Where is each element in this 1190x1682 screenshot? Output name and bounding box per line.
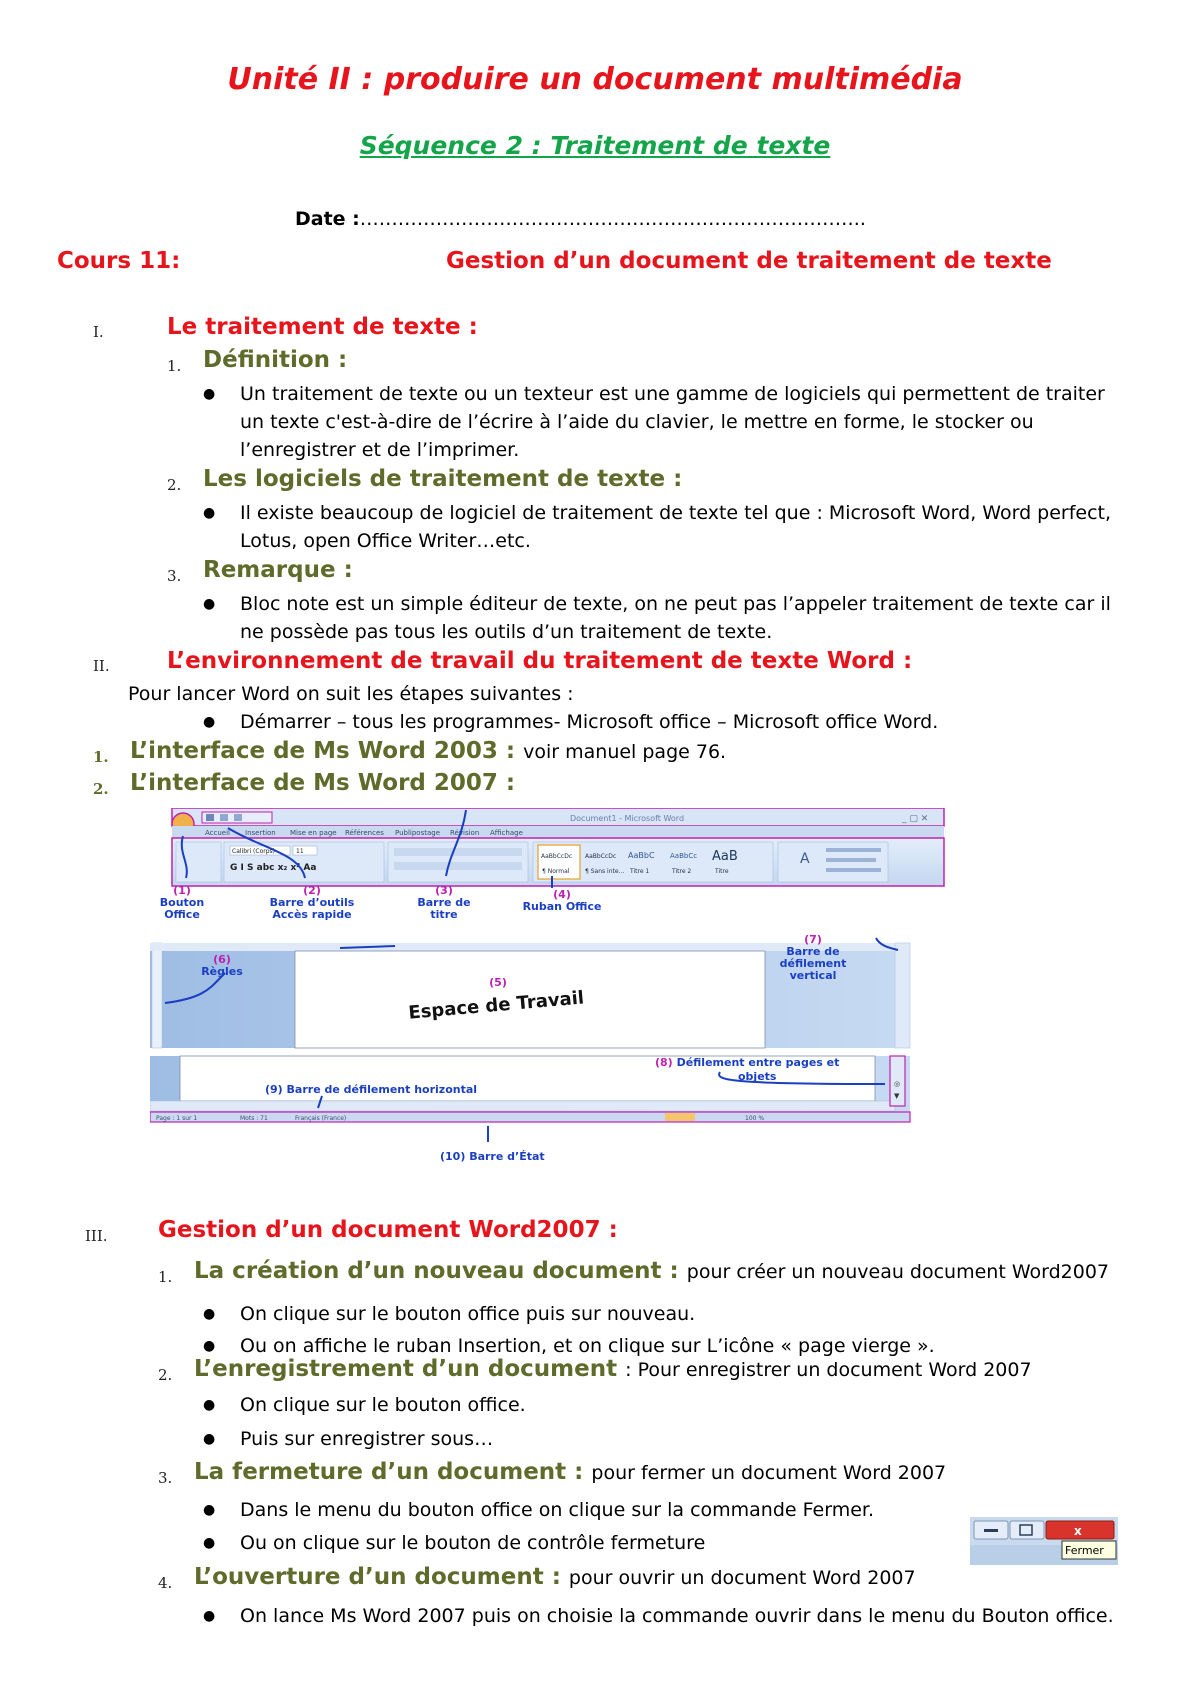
svg-text:titre: titre [430,908,458,921]
svg-text:Révision: Révision [450,829,480,837]
bullet-icon: ● [203,386,216,402]
date-dots: …………………………………………………………………….. [359,208,866,230]
svg-text:(9) Barre de défilement horizo: (9) Barre de défilement horizontal [265,1083,478,1096]
enregistrement-bullet-1: On clique sur le bouton office. [240,1394,526,1416]
svg-text:11: 11 [296,848,304,855]
svg-text:¶ Normal: ¶ Normal [542,868,570,875]
section2-num: II. [93,657,110,675]
section1-sub3-num: 3. [167,567,182,585]
svg-text:(6): (6) [213,953,231,966]
creation-bullet-1: On clique sur le bouton office puis sur nouveau. [240,1303,696,1325]
svg-text:Titre 2: Titre 2 [672,868,692,875]
svg-text:Barre de: Barre de [786,945,840,958]
bullet-icon: ● [203,505,216,521]
section1-sub2-num: 2. [167,476,182,494]
svg-text:(10) Barre d’État: (10) Barre d’État [440,1150,545,1163]
svg-text:Accueil: Accueil [205,829,230,837]
svg-text:Accès rapide: Accès rapide [272,908,352,921]
svg-text:Page : 1 sur 1: Page : 1 sur 1 [156,1115,198,1122]
maximize-icon[interactable] [1010,1521,1044,1539]
section3-sub1-text: pour créer un nouveau document Word2007 [686,1261,1110,1283]
bullet-icon: ● [203,1397,216,1413]
item1-num: 1. [93,748,109,766]
bullet-icon: ● [203,1338,216,1354]
section3-sub1-line [194,1258,1109,1284]
section3-sub2-text: : Pour enregistrer un document Word 2007 [625,1359,1032,1381]
item1-title: L’interface de Ms Word 2003 : [130,738,516,764]
svg-text:Titre: Titre [715,868,729,875]
svg-text:AaBbCcDc: AaBbCcDc [585,853,617,860]
page-title: Unité II : produire un document multimédia [227,62,963,97]
svg-text:100 %: 100 % [745,1115,765,1122]
section3-sub2-num: 2. [158,1366,173,1384]
section2-intro: Pour lancer Word on suit les étapes suivantes : [128,683,574,705]
bullet-icon: ● [203,1502,216,1518]
svg-text:AaBbC: AaBbC [628,851,655,860]
section1-sub2-title: Les logiciels de traitement de texte : [203,466,683,492]
bullet-icon: ● [203,714,216,730]
section1-num: I. [93,323,104,341]
enregistrement-bullet-2: Puis sur enregistrer sous… [240,1428,494,1450]
remarque-line-2: ne possède pas tous les outils d’un traitement de texte. [240,621,773,643]
svg-text:Bouton: Bouton [159,896,205,909]
section1-title: Le traitement de texte : [167,314,478,340]
svg-text:Mise en page: Mise en page [290,829,337,837]
svg-text:objets: objets [738,1070,777,1083]
svg-text:Règles: Règles [201,965,243,978]
section2-bullet: Démarrer – tous les programmes- Microsoft office – Microsoft office Word. [240,711,939,733]
logiciels-line-2: Lotus, open Office Writer…etc. [240,530,531,552]
remarque-line-1: Bloc note est un simple éditeur de texte, on ne peut pas l’appeler traitement de texte car il [240,593,1111,615]
page-subtitle: Séquence 2 : Traitement de texte [359,131,831,160]
fermer-tooltip: Fermer [1065,1544,1104,1557]
section3-sub3-num: 3. [158,1469,173,1487]
svg-text:_ ▢ ✕: _ ▢ ✕ [902,814,929,824]
definition-line-2: un texte c'est-à-dire de l’écrire à l’aide du clavier, le mettre en forme, le stocker ou [240,411,1034,433]
item2-title: L’interface de Ms Word 2007 : [130,770,516,796]
bullet-icon: ● [203,1431,216,1447]
svg-text:AaBbCcDc: AaBbCcDc [541,853,573,860]
definition-line-3: l’enregistrer et de l’imprimer. [240,439,520,461]
section3-sub3-title: La fermeture d’un document : [194,1459,584,1485]
svg-text:(4): (4) [553,888,571,901]
bullet-icon: ● [203,596,216,612]
window-controls-image [970,1517,1118,1565]
section3-sub4-text: pour ouvrir un document Word 2007 [568,1567,916,1589]
svg-text:(5): (5) [489,976,507,989]
svg-text:x: x [1074,1524,1082,1538]
creation-bullet-2: Ou on affiche le ruban Insertion, et on clique sur L’icône « page vierge ». [240,1335,935,1357]
svg-text:¶ Sans inte...: ¶ Sans inte... [585,868,625,875]
section3-sub4-line [194,1564,916,1590]
svg-text:Titre 1: Titre 1 [630,868,650,875]
section3-sub2-line [194,1356,1032,1382]
section3-title: Gestion d’un document Word2007 : [158,1217,618,1243]
svg-text:Office: Office [164,908,200,921]
svg-text:(2): (2) [303,884,321,897]
word2007-interface-figure [150,808,980,1168]
svg-text:(8) Défilement entre pages et: (8) Défilement entre pages et [655,1056,840,1069]
svg-text:Ruban Office: Ruban Office [522,900,602,913]
section3-sub2-title: L’enregistrement d’un document [194,1356,618,1382]
svg-text:Calibri (Corps): Calibri (Corps) [232,848,275,855]
svg-text:(1): (1) [173,884,191,897]
section2-title: L’environnement de travail du traitement de texte Word : [167,648,913,674]
svg-text:(7): (7) [804,933,822,946]
workspace-label: Espace de Travail [407,987,585,1024]
svg-text:◎: ◎ [894,1080,901,1088]
svg-text:(3): (3) [435,884,453,897]
svg-text:▼: ▼ [894,1092,900,1100]
fermeture-bullet-1: Dans le menu du bouton office on clique sur la commande Fermer. [240,1499,874,1521]
svg-text:vertical: vertical [789,969,837,982]
item2-num: 2. [93,780,109,798]
section3-sub4-title: L’ouverture d’un document : [194,1564,561,1590]
svg-text:AaB: AaB [712,849,738,864]
svg-text:défilement: défilement [779,957,847,970]
ouverture-bullet-1: On lance Ms Word 2007 puis on choisie la commande ouvrir dans le menu du Bouton office. [240,1605,1114,1627]
svg-text:Publipostage: Publipostage [395,829,441,837]
cours-label: Cours 11: [57,248,181,274]
svg-text:Insertion: Insertion [245,829,276,837]
section1-sub1-title: Définition : [203,347,348,373]
section3-sub1-num: 1. [158,1268,173,1286]
window-title: Document1 - Microsoft Word [570,814,685,823]
section3-sub4-num: 4. [158,1574,173,1592]
bullet-icon: ● [203,1306,216,1322]
date-label: Date : [295,208,360,230]
bullet-icon: ● [203,1608,216,1624]
item1-line [130,738,726,764]
svg-text:Barre d’outils: Barre d’outils [269,896,355,909]
section3-sub3-text: pour fermer un document Word 2007 [591,1462,947,1484]
logiciels-line-1: Il existe beaucoup de logiciel de traitement de texte tel que : Microsoft Word, Word perfect, [240,502,1112,524]
section3-sub3-line [194,1459,946,1485]
section3-num: III. [85,1227,108,1245]
svg-text:Barre de: Barre de [417,896,471,909]
section1-sub1-num: 1. [167,357,182,375]
bullet-icon: ● [203,1535,216,1551]
svg-text:A: A [800,851,810,867]
svg-text:Références: Références [345,829,384,837]
cours-title: Gestion d’un document de traitement de texte [446,248,1052,274]
date-line [295,208,866,230]
fermeture-bullet-2: Ou on clique sur le bouton de contrôle fermeture [240,1532,706,1554]
svg-text:Français (France): Français (France) [295,1115,347,1122]
section3-sub1-title: La création d’un nouveau document : [194,1258,679,1284]
svg-text:Mots : 71: Mots : 71 [240,1115,268,1122]
definition-line-1: Un traitement de texte ou un texteur est une gamme de logiciels qui permettent de traiter [240,383,1105,405]
section1-sub3-title: Remarque : [203,557,353,583]
svg-text:G I S abc x₂ x² Aa: G I S abc x₂ x² Aa [230,863,317,873]
svg-text:Affichage: Affichage [490,829,523,837]
svg-text:AaBbCc: AaBbCc [670,852,698,860]
item1-text: voir manuel page 76. [523,741,727,763]
